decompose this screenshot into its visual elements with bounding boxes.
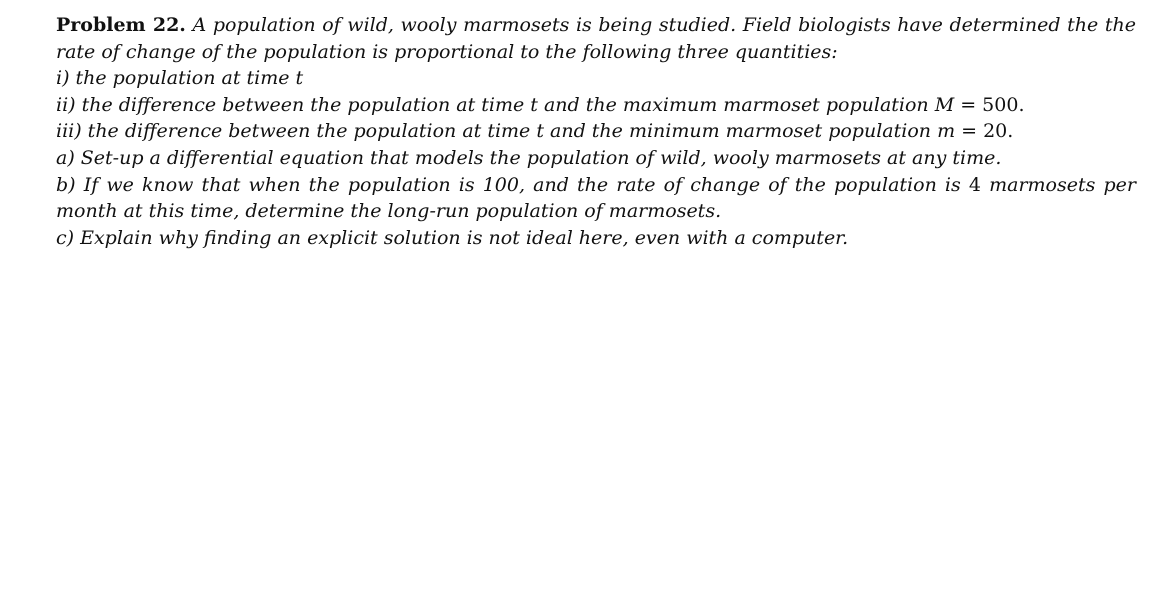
problem-heading: Problem 22. bbox=[56, 14, 186, 36]
part-b-text-pre: b) If we know that when the population is 100, and the rate of change of the population is bbox=[56, 173, 961, 196]
max-population-value: 500 bbox=[982, 93, 1019, 116]
part-b-text-post: marmosets per bbox=[989, 173, 1136, 196]
part-b-line-1 bbox=[56, 172, 1136, 199]
problem-intro-line-1 bbox=[56, 12, 1136, 39]
condition-item-iii bbox=[56, 118, 1136, 145]
condition-item-ii bbox=[56, 92, 1136, 119]
part-a: a) Set-up a differential equation that models the population of wild, wooly marmosets at any time. bbox=[56, 146, 1002, 169]
part-c: c) Explain why finding an explicit solution is not ideal here, even with a computer. bbox=[56, 226, 849, 249]
part-b-rate-value: 4 bbox=[968, 173, 981, 196]
problem-intro-part-1: A population of wild, wooly marmosets is being studied. Field biologists have determined the the bbox=[192, 14, 1136, 36]
problem-intro-line-2: rate of change of the population is proportional to the following three quantities: bbox=[56, 40, 838, 63]
condition-item-iii-text: iii) the difference between the population at time t and the minimum marmoset population bbox=[56, 120, 932, 143]
condition-item-ii-text: ii) the difference between the population at time t and the maximum marmoset population bbox=[56, 93, 929, 116]
equals-sign: = bbox=[955, 120, 984, 143]
equals-sign: = bbox=[954, 93, 983, 116]
max-population-symbol: M bbox=[934, 93, 955, 116]
min-population-symbol: m bbox=[937, 120, 956, 143]
min-population-value: 20 bbox=[983, 120, 1008, 143]
period: . bbox=[1007, 120, 1014, 143]
period: . bbox=[1018, 93, 1025, 116]
condition-item-i: i) the population at time t bbox=[56, 67, 304, 90]
part-b-line-2: month at this time, determine the long-run population of marmosets. bbox=[56, 200, 722, 223]
problem-document bbox=[56, 12, 1136, 251]
